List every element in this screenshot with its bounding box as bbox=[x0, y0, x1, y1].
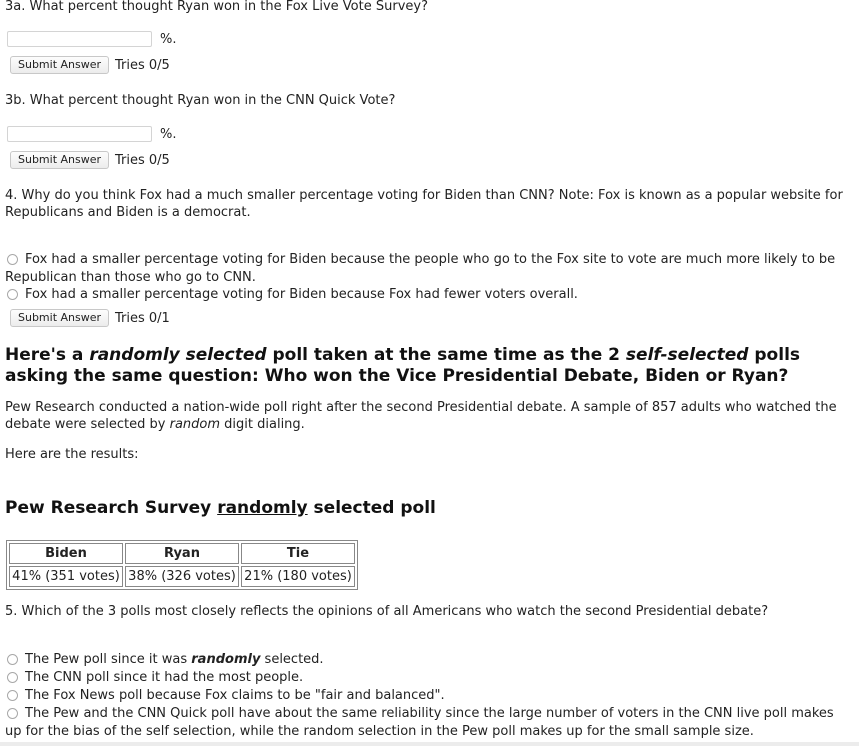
q3a-question: 3a. What percent thought Ryan won in the Fox Live Vote Survey? bbox=[5, 0, 428, 14]
q4-tries: Tries 0/1 bbox=[115, 311, 170, 326]
q4-option-1-label[interactable]: Fox had a smaller percentage voting for Biden because the people who go to the Fox site to vote are much more likely to be bbox=[25, 252, 836, 267]
q5-option-1-label[interactable]: The Pew poll since it was randomly selected. bbox=[25, 652, 324, 667]
pew-poll-title: Pew Research Survey randomly selected poll bbox=[5, 498, 436, 518]
q4-option-2-radio[interactable] bbox=[7, 289, 18, 300]
header-tie: Tie bbox=[241, 543, 355, 564]
results-intro: Here are the results: bbox=[5, 447, 139, 462]
q5-option-1-radio[interactable] bbox=[7, 654, 18, 665]
q5-option-4-label[interactable]: The Pew and the CNN Quick poll have about the same reliability since the large number of voters in the CNN live poll makes bbox=[25, 706, 834, 721]
q3b-unit: %. bbox=[160, 127, 177, 142]
bottom-edge bbox=[0, 742, 859, 746]
q4-option-1-label-cont[interactable]: Republican than those who go to CNN. bbox=[5, 270, 256, 285]
q3b-question: 3b. What percent thought Ryan won in the CNN Quick Vote? bbox=[5, 93, 396, 108]
pew-description: Pew Research conducted a nation-wide poll right after the second Presidential debate. A sample of 857 adults who watched the debate were selected by random digit dialing. bbox=[5, 400, 837, 432]
q4-option-1-radio[interactable] bbox=[7, 254, 18, 265]
q3a-tries: Tries 0/5 bbox=[115, 58, 170, 73]
q4-option-2-label[interactable]: Fox had a smaller percentage voting for Biden because Fox had fewer voters overall. bbox=[25, 287, 578, 302]
q5-option-4-label-cont[interactable]: up for the bias of the self selection, while the random selection in the Pew poll makes up for the small sample size. bbox=[5, 724, 754, 739]
cell-biden: 41% (351 votes) bbox=[9, 566, 123, 587]
cell-ryan: 38% (326 votes) bbox=[125, 566, 239, 587]
q3a-answer-input[interactable] bbox=[7, 31, 152, 47]
q5-option-3-radio[interactable] bbox=[7, 690, 18, 701]
cell-tie: 21% (180 votes) bbox=[241, 566, 355, 587]
q5-option-2-radio[interactable] bbox=[7, 672, 18, 683]
q3b-submit-button[interactable]: Submit Answer bbox=[10, 151, 109, 169]
table-header-row bbox=[9, 543, 355, 564]
q5-option-4-radio[interactable] bbox=[7, 708, 18, 719]
q4-question: 4. Why do you think Fox had a much smaller percentage voting for Biden than CNN? Note: Fox is known as a popular website for Republicans and Biden is a democrat. bbox=[5, 188, 843, 220]
q4-submit-button[interactable]: Submit Answer bbox=[10, 309, 109, 327]
q5-option-2-label[interactable]: The CNN poll since it had the most people. bbox=[25, 670, 304, 685]
q5-option-3-label[interactable]: The Fox News poll because Fox claims to be "fair and balanced". bbox=[25, 688, 445, 703]
q3a-unit: %. bbox=[160, 32, 177, 47]
header-biden: Biden bbox=[9, 543, 123, 564]
table-row bbox=[9, 566, 355, 587]
header-ryan: Ryan bbox=[125, 543, 239, 564]
q3b-tries: Tries 0/5 bbox=[115, 153, 170, 168]
pew-results-table bbox=[6, 540, 358, 590]
q5-question: 5. Which of the 3 polls most closely reflects the opinions of all Americans who watch the second Presidential debate? bbox=[5, 604, 769, 619]
q3a-submit-button[interactable]: Submit Answer bbox=[10, 56, 109, 74]
q3b-answer-input[interactable] bbox=[7, 126, 152, 142]
section-heading: Here's a randomly selected poll taken at the same time as the 2 self-selected polls asking the same question: Who won the Vice Presidential Debate, Biden or Ryan? bbox=[5, 345, 801, 386]
